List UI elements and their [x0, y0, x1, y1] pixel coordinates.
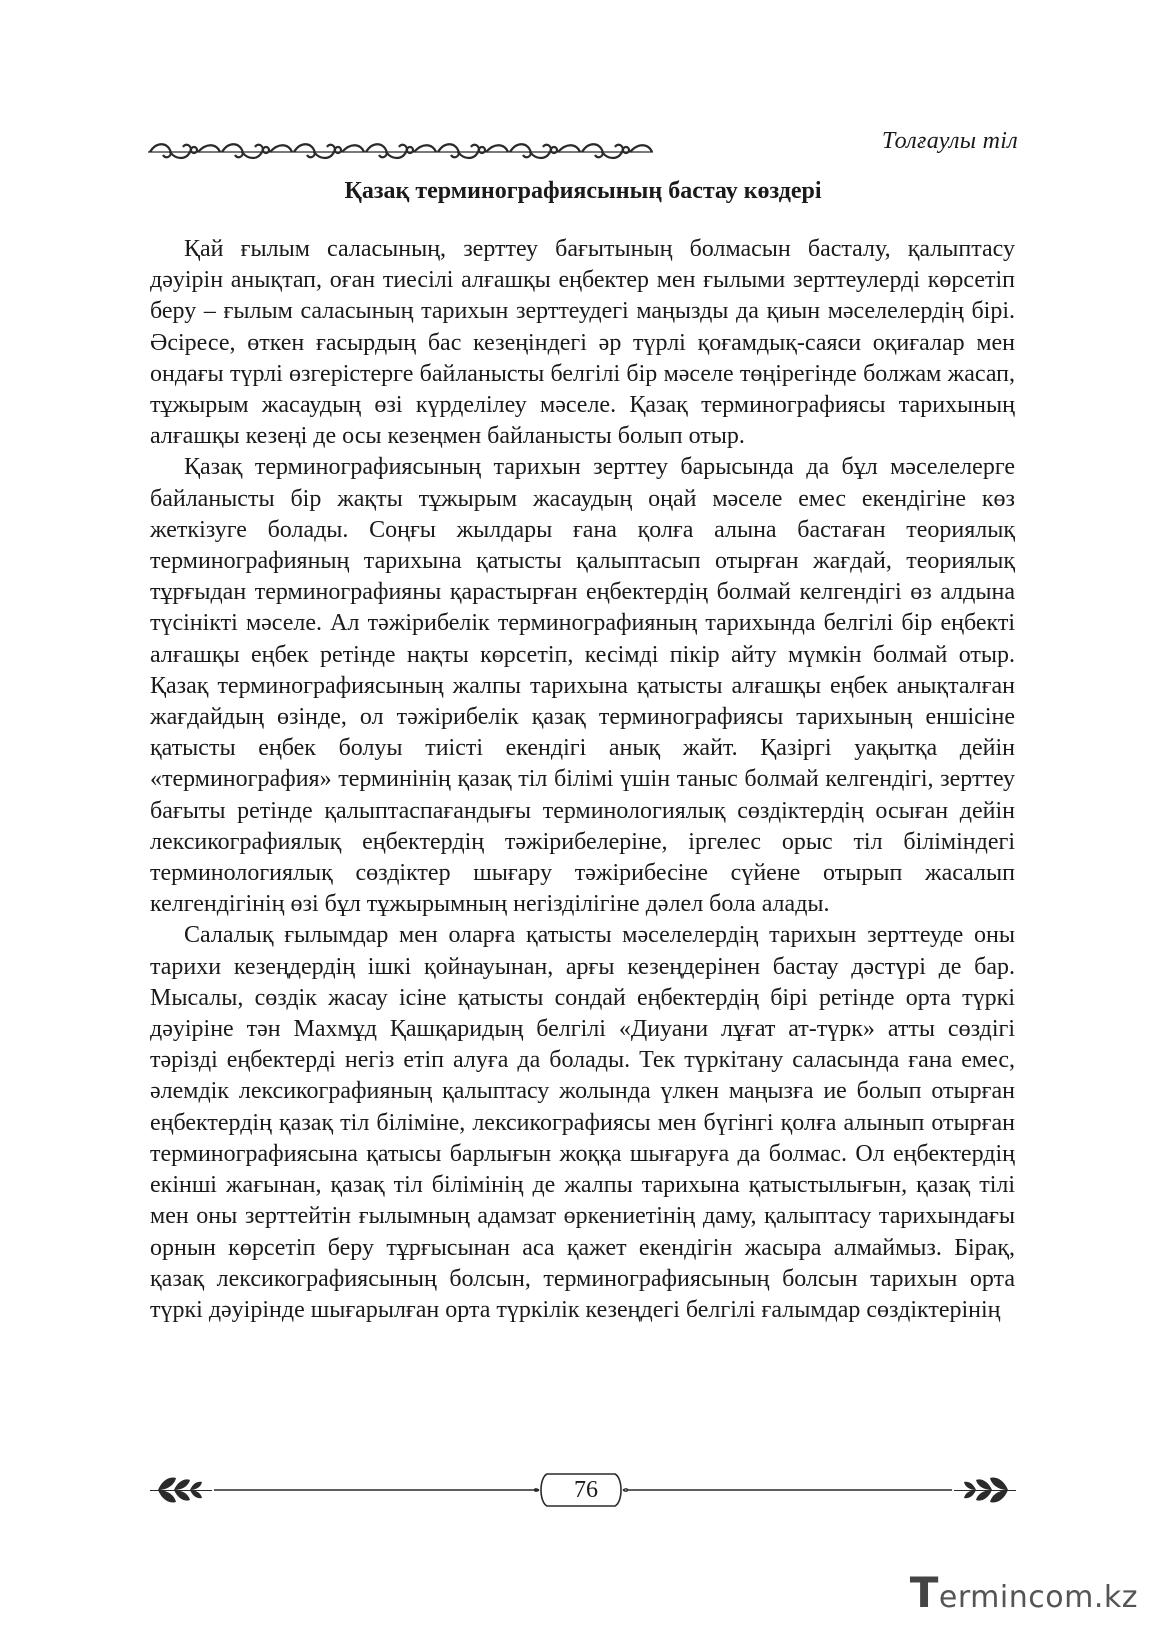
- site-watermark: [910, 1568, 1138, 1617]
- paragraph-1: Қай ғылым саласының, зерттеу бағытының болмасын басталу, қалыптасу дәуірін анықтап, оған тиесілі алғашқы еңбектер мен ғылыми зерттеулерді көрсетіп беру – ғылым саласының тарихын зерттеудегі маңызды да қиын мәселелердің бірі. Әсіресе, өткен ғасырдың бас кезеңіндегі әр түрлі қоғамдық-саяси оқиғалар мен ондағы түрлі өзгерістерге байланысты белгілі бір мәселе төңірегінде болжам жасап, тұжырым жасаудың өзі күрделілеу мәселе. Қазақ терминографиясы тарихының алғашқы кезеңі де осы кезеңмен байланысты болып отыр.: [150, 236, 1015, 450]
- article-body: [150, 234, 1015, 1326]
- watermark-lead-letter: T: [909, 1568, 939, 1617]
- page-footer: [148, 1470, 1018, 1520]
- watermark-tail: m.kz: [1064, 1580, 1138, 1615]
- leaf-sprig-icon: [952, 1470, 1018, 1510]
- watermark-text: erminc: [938, 1580, 1046, 1615]
- paragraph-2: Қазақ терминографиясының тарихын зерттеу барысында да бұл мәселелерге байланысты бір жақты тұжырым жасаудың оңай мәселе емес екендігіне көз жеткізуге болады. Соңғы жылдары ғана қолға алына бастаған теориялық терминографияның тарихына қатысты қалыптасып отырған жағдай, теориялық тұрғыдан терминографияны қарастырған еңбектердің болмай келгендігі өз алдына түсінікті мәселе. Ал тәжірибелік терминографияның тарихында белгілі бір еңбекті алғашқы еңбек ретінде нақты көрсетіп, кесімді пікір айту мүмкін болмай отыр. Қазақ терминографиясының жалпы тарихына қатысты алғашқы еңбек анықталған жағдайдың өзінде, ол тәжірибелік қазақ терминографиясы тарихының еншісіне қатысты еңбек болуы тиісті екендігі анық жайт. Қазіргі уақытқа дейін «терминография» терминінің қазақ тіл білімі үшін таныс болмай келгендігі, зерттеу бағыты ретінде қалыптаспағандығы терминологиялық сөздіктердің осыған дейін лексикографиялық еңбектердің тәжірибелеріне, іргелес орыс тіл біліміндегі терминологиялық сөздіктер шығару тәжірибесіне сүйене отырып жасалып келгендігінің өзі бұл тұжырымның негізділігіне дәлел бола алады.: [150, 454, 1015, 918]
- paragraph-3: Салалық ғылымдар мен оларға қатысты мәселелердің тарихын зерттеуде оны тарихи кезеңдердің ішкі қойнауынан, арғы кезеңдерінен бастау дәстүрі де бар. Мысалы, сөздік жасау ісіне қатысты сондай еңбектердің бірі ретінде орта түркі дәуіріне тән Махмұд Қашқаридың белгілі «Диуани лұғат ат-түрк» атты сөздігі тәрізді еңбектерді негіз етіп алуға да болады. Тек түркітану саласында ғана емес, әлемдік лексикографияның қалыптасу жолында үлкен маңызға ие болып отырған еңбектердің қазақ тіл біліміне, лексикографиясы мен бүгінгі қолға алынып отырған терминографиясына қатысы барлығын жоққа шығаруға да болмас. Ол еңбектердің екінші жағынан, қазақ тіл білімінің де жалпы тарихына қатыстылығын, қазақ тілі мен оны зерттейтін ғылымның адамзат өркениетінің даму, қалыптасу тарихындағы орнын көрсетіп беру тұрғысынан аса қажет екендігін жасыра алмаймыз. Бірақ, қазақ лексикографиясының болсын, терминографиясының болсын тарихын орта түркі дәуірінде шығарылған орта түркілік кезеңдегі белгілі ғалымдар сөздіктерінің: [150, 922, 1015, 1323]
- leaf-sprig-icon: [148, 1470, 214, 1510]
- scroll-vine-ornament-icon: [148, 136, 653, 164]
- article-title: Қазақ терминографиясының бастау көздері: [344, 178, 822, 204]
- page-number: 76: [574, 1477, 598, 1503]
- page-number-frame: [547, 1472, 625, 1508]
- running-title: Толғаулы тіл: [881, 128, 1018, 154]
- watermark-circle-letter: o: [1045, 1580, 1065, 1615]
- page-header: [148, 128, 1018, 168]
